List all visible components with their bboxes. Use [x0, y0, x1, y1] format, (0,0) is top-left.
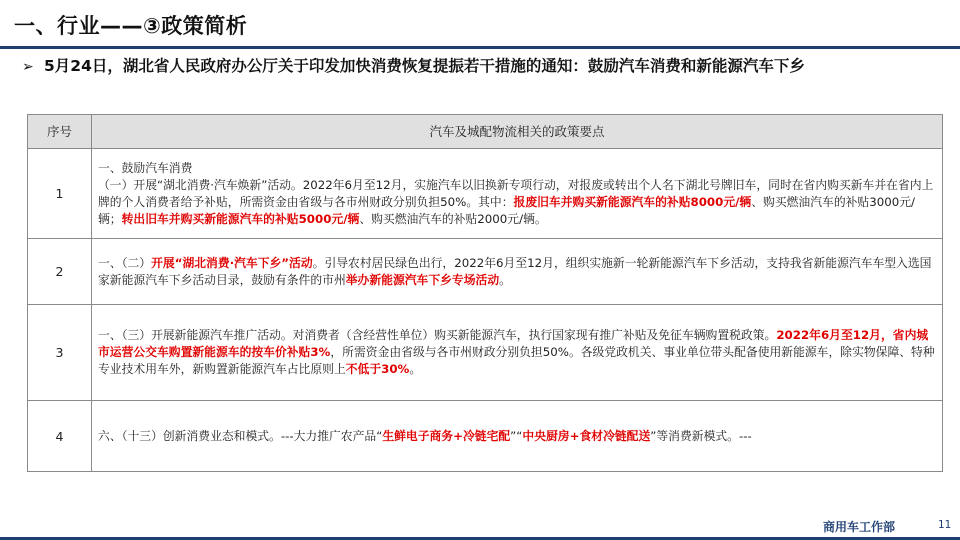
- subtitle-text: 5月24日，湖北省人民政府办公厅关于印发加快消费恢复提振若干措施的通知：鼓励汽车消费和新能源汽车下乡: [44, 57, 805, 75]
- body-text: ，所需资金由省级与各市州财政分别负担50%。各级党政机关、事业单位带头配备使用新能源车，除实物保障、特种专业技术用车外，新购置新能源汽车占比原则上: [98, 345, 935, 376]
- row-content: [92, 239, 943, 305]
- table-row: [28, 401, 943, 472]
- highlight-text: 报废旧车并购买新能源汽车的补贴8000元/辆: [513, 194, 752, 209]
- header-no: 序号: [28, 115, 92, 149]
- highlight-text: 中央厨房+食材冷链配送: [522, 428, 651, 443]
- highlight-text: 生鲜电子商务+冷链宅配: [382, 428, 511, 443]
- table-header-row: [28, 115, 943, 149]
- body-text: 一、（二）: [98, 255, 152, 270]
- body-text: 、购买燃油汽车的补贴3000元/辆；: [98, 194, 915, 226]
- table-row: [28, 305, 943, 401]
- policy-table: [27, 114, 943, 472]
- header-content: 汽车及城配物流相关的政策要点: [92, 115, 943, 149]
- arrow-bullet-icon: ➢: [22, 59, 34, 75]
- body-text: 、购买燃油汽车的补贴2000元/辆。: [359, 211, 547, 226]
- body-text: 。: [409, 362, 422, 376]
- row-number: 2: [28, 239, 92, 305]
- row-number: 4: [28, 401, 92, 472]
- body-text: 。: [499, 272, 511, 287]
- row-heading: 一、鼓励汽车消费: [98, 160, 193, 175]
- highlight-text: 不低于30%: [345, 362, 410, 376]
- page-number: 11: [938, 519, 952, 531]
- body-text: 六、（十三）创新消费业态和模式。---大力推广农产品“: [98, 428, 383, 443]
- highlight-text: 2022年6月至12月，省内城市运营公交车购置新能源车的按车价补贴3%: [98, 328, 929, 359]
- body-text: （一）开展“湖北消费·汽车焕新”活动。2022年6月至12月，实施汽车以旧换新专项行动，对报废或转出个人名下湖北号牌旧车，同时在省内购买新车并在省内上牌的个人消费者给予补贴，所需资金由省级与各市州财政分别负担50%。其中：: [98, 177, 934, 209]
- slide-subtitle: [22, 54, 952, 76]
- title-divider: [0, 46, 960, 49]
- highlight-text: 开展“湖北消费·汽车下乡”活动: [151, 255, 313, 270]
- row-content: [92, 305, 943, 401]
- body-text: ”等消费新模式。---: [650, 428, 752, 443]
- table-row: [28, 239, 943, 305]
- highlight-text: 转出旧车并购买新能源汽车的补贴5000元/辆: [121, 211, 360, 226]
- body-text: 。引导农村居民绿色出行，2022年6月至12月，组织实施新一轮新能源汽车下乡活动，支持我省新能源汽车车型入选国家新能源汽车下乡活动目录，鼓励有条件的市州: [98, 255, 932, 287]
- row-body: [98, 177, 936, 228]
- table-row: [28, 149, 943, 239]
- row-content: [92, 401, 943, 472]
- footer-department-label: 商用车工作部: [823, 520, 896, 534]
- slide-title: 一、行业——③政策简析: [14, 14, 248, 38]
- row-content: [92, 149, 943, 239]
- row-number: 1: [28, 149, 92, 239]
- row-number: 3: [28, 305, 92, 401]
- body-text: ”“: [510, 428, 523, 443]
- highlight-text: 举办新能源汽车下乡专场活动: [345, 272, 500, 287]
- body-text: 一、（三）开展新能源汽车推广活动。对消费者（含经营性单位）购买新能源汽车，执行国家现有推广补贴及免征车辆购置税政策。: [98, 328, 777, 342]
